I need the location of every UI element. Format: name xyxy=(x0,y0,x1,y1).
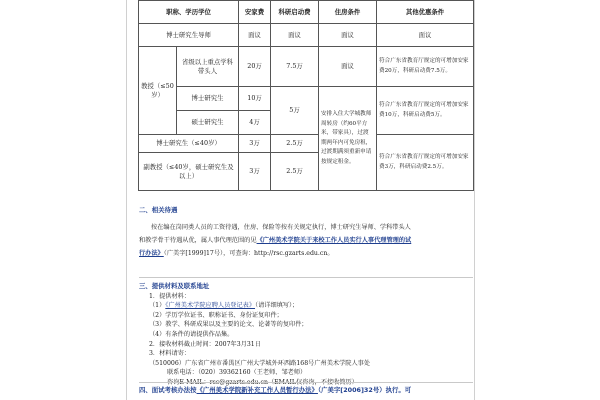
list-item: 3．材料请寄： xyxy=(149,350,191,358)
row-subtitle: 博士研究生 xyxy=(177,87,239,111)
section-2-heading: 二、相关待遇 xyxy=(139,206,178,214)
cell-settle: 20万 xyxy=(239,47,271,87)
header-other: 其他优惠条件 xyxy=(377,1,474,24)
cell-negotiable: 面议 xyxy=(239,24,271,47)
list-item: （3）教学、科研成果以及主要的论文、论著等的复印件； xyxy=(149,321,308,329)
table-row xyxy=(139,87,474,111)
table-header-row xyxy=(139,1,474,24)
row-title: 副教授（≤40岁，硕士研究生及以上） xyxy=(139,153,239,191)
section-2-paragraph-line: 按在编在岗同类人员的工资待遇，住房、保险等按有关规定执行，博士研究生导师、学科带头人 xyxy=(151,224,411,231)
page-right-edge xyxy=(474,0,475,400)
cell-other-note: 符合广东省教育厅规定的可增加安家费20万，科研启动费7.5万。 xyxy=(377,47,474,87)
header-settle: 安家费 xyxy=(239,1,271,24)
section-2-paragraph-line xyxy=(139,236,473,246)
cell-negotiable: 面议 xyxy=(319,47,377,87)
cell-settle: 3万 xyxy=(239,153,271,191)
row-title: 博士研究生（≤40岁） xyxy=(139,135,239,153)
compensation-table xyxy=(138,0,474,191)
cell-housing-note: 安排入住大学城教师周转房（约60平方米，带家具），过渡期两年内可免房租，过渡期满须重新申请按规定租金。 xyxy=(319,87,377,191)
list-item: 2．接收材料截止时间：2007年3月31日 xyxy=(149,340,261,348)
cell-settle: 3万 xyxy=(239,135,271,153)
row-subtitle: 省级以上重点学科带头人 xyxy=(177,47,239,87)
cell-negotiable: 面议 xyxy=(271,24,319,47)
cell-research: 2.5万 xyxy=(271,135,319,153)
list-item: （2）学历学位证书、职称证书、身份证复印件； xyxy=(149,311,283,319)
table-row xyxy=(139,24,474,47)
new-staff-policy-link[interactable]: 《广州美术学院新补充工作人员暂行办法》 xyxy=(196,386,318,394)
list-text: （1） xyxy=(149,302,166,310)
divider xyxy=(139,382,473,383)
registration-form-link[interactable]: 《广州美术学院应聘人员登记表》 xyxy=(165,302,256,310)
section-3 xyxy=(139,282,473,388)
cell-settle: 4万 xyxy=(239,111,271,135)
cell-settle: 10万 xyxy=(239,87,271,111)
personnel-agency-policy-link-cont[interactable]: 行办法》 xyxy=(139,250,164,257)
personnel-agency-policy-link[interactable]: 《广州美术学院关于来校工作人员实行人事代理管理的试 xyxy=(256,237,412,244)
list-item: 1．提供材料： xyxy=(149,292,191,300)
cell-research: 7.5万 xyxy=(271,47,319,87)
cell-research: 5万 xyxy=(271,87,319,135)
phone-line: 联系电话：（020）39362160（王老师、邹老师） xyxy=(167,369,307,377)
row-title: 教授（≤50岁） xyxy=(139,47,177,135)
page-left-edge xyxy=(126,0,127,400)
list-item xyxy=(139,301,473,311)
section-2-paragraph-line xyxy=(139,249,473,259)
header-title: 职称、学历学位 xyxy=(139,1,239,24)
section-4-text: （广美字[2006]32号）执行。可 xyxy=(317,386,412,394)
divider xyxy=(139,277,473,278)
section-4 xyxy=(139,385,473,395)
row-subtitle: 硕士研究生 xyxy=(177,111,239,135)
table-row xyxy=(139,135,474,153)
cell-research: 2.5万 xyxy=(271,153,319,191)
cell-other-note: 符合广东省教育厅规定的可增加安家费3万，科研启动费2.5万。 xyxy=(377,135,474,191)
list-text: （请详细填写）； xyxy=(255,302,299,310)
section-4-heading xyxy=(139,385,473,395)
section-2 xyxy=(139,205,473,259)
table-row xyxy=(139,47,474,87)
cell-other-note: 符合广东省教育厅规定的可增加安家费10万，科研启动费5万。 xyxy=(377,87,474,135)
section-2-text: 和教学骨干待遇从优，属人事代理范围的见 xyxy=(139,237,257,244)
header-housing: 住房条件 xyxy=(319,1,377,24)
section-4-text: 四、面试考核办法按 xyxy=(139,386,197,394)
header-research: 科研启动费 xyxy=(271,1,319,24)
list-item: （4）有条件的请提供作品集。 xyxy=(149,330,234,338)
section-2-text: （广美字[1999]17号），可查询：http://rsc.gzarts.edu.cn。 xyxy=(163,250,334,257)
section-3-heading: 三、提供材料及联系地址 xyxy=(139,282,210,290)
cell-negotiable: 面议 xyxy=(377,24,474,47)
address-line: （510006）广东省广州市番禺区广州大学城外环西路168号广州美术学院人事处 xyxy=(149,359,371,367)
row-title: 博士研究生导师 xyxy=(139,24,239,47)
cell-negotiable: 面议 xyxy=(319,24,377,47)
